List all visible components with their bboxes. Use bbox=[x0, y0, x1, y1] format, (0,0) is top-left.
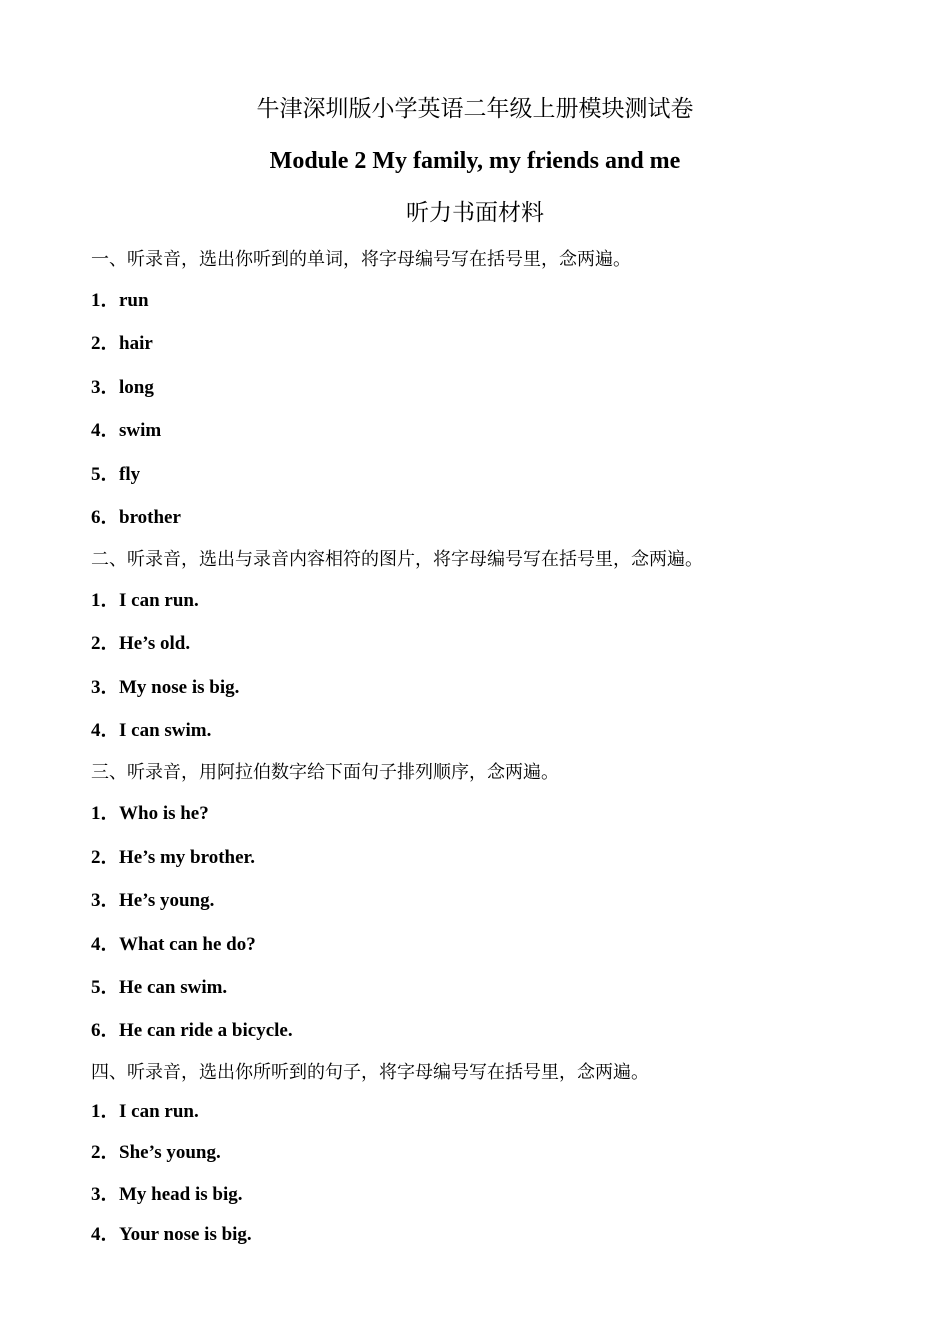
item-number: 3． bbox=[91, 1184, 120, 1205]
item-number: 5． bbox=[91, 977, 120, 998]
item-text: brother bbox=[119, 507, 181, 528]
item-text: My nose is big. bbox=[119, 677, 240, 698]
item-number: 6． bbox=[91, 507, 120, 528]
item-text: Your nose is big. bbox=[119, 1224, 252, 1245]
list-item bbox=[91, 675, 239, 701]
item-text: What can he do? bbox=[119, 934, 256, 955]
item-number: 1． bbox=[91, 1101, 120, 1122]
list-item bbox=[91, 462, 140, 488]
item-number: 3． bbox=[91, 677, 120, 698]
list-item bbox=[91, 1222, 252, 1248]
list-item bbox=[91, 975, 227, 1001]
item-text: He can swim. bbox=[119, 977, 228, 998]
item-text: long bbox=[119, 377, 154, 398]
item-number: 4． bbox=[91, 720, 120, 741]
list-item bbox=[91, 505, 181, 531]
item-text: He can ride a bicycle. bbox=[119, 1020, 293, 1041]
section-3-heading: 三、听录音，用阿拉伯数字给下面句子排列顺序，念两遍。 bbox=[91, 762, 559, 783]
module-title: Module 2 My family, my friends and me bbox=[269, 148, 681, 174]
list-item bbox=[91, 588, 199, 614]
section-2-heading: 二、听录音，选出与录音内容相符的图片，将字母编号写在括号里，念两遍。 bbox=[91, 549, 703, 570]
list-item bbox=[91, 801, 209, 827]
list-item bbox=[91, 375, 154, 401]
item-number: 3． bbox=[91, 890, 120, 911]
list-item bbox=[91, 845, 255, 871]
item-text: He’s my brother. bbox=[119, 847, 255, 868]
item-number: 1． bbox=[91, 290, 120, 311]
list-item bbox=[91, 1099, 199, 1125]
list-item bbox=[91, 1140, 221, 1166]
item-number: 1． bbox=[91, 590, 120, 611]
item-text: She’s young. bbox=[119, 1142, 221, 1163]
item-text: I can run. bbox=[119, 1101, 199, 1122]
item-number: 3． bbox=[91, 377, 120, 398]
list-item bbox=[91, 288, 149, 314]
item-number: 1． bbox=[91, 803, 120, 824]
list-item bbox=[91, 932, 256, 958]
item-number: 2． bbox=[91, 333, 120, 354]
list-item bbox=[91, 331, 153, 357]
list-item bbox=[91, 418, 161, 444]
item-text: hair bbox=[119, 333, 153, 354]
list-item bbox=[91, 1018, 293, 1044]
list-item bbox=[91, 888, 214, 914]
item-number: 5． bbox=[91, 464, 120, 485]
page-title: 牛津深圳版小学英语二年级上册模块测试卷 bbox=[256, 96, 694, 122]
item-text: swim bbox=[119, 420, 162, 441]
item-number: 4． bbox=[91, 420, 120, 441]
list-item bbox=[91, 631, 190, 657]
item-number: 2． bbox=[91, 847, 120, 868]
item-text: fly bbox=[119, 464, 141, 485]
section-1-heading: 一、听录音，选出你听到的单词，将字母编号写在括号里，念两遍。 bbox=[91, 249, 631, 270]
item-text: Who is he? bbox=[119, 803, 209, 824]
item-text: run bbox=[119, 290, 149, 311]
item-text: My head is big. bbox=[119, 1184, 243, 1205]
item-text: I can swim. bbox=[119, 720, 212, 741]
item-number: 6． bbox=[91, 1020, 120, 1041]
section-4-heading: 四、听录音，选出你所听到的句子，将字母编号写在括号里，念两遍。 bbox=[91, 1062, 649, 1083]
list-item bbox=[91, 1182, 243, 1208]
page-subtitle: 听力书面材料 bbox=[406, 200, 544, 226]
list-item bbox=[91, 718, 211, 744]
item-number: 2． bbox=[91, 633, 120, 654]
item-number: 4． bbox=[91, 1224, 120, 1245]
item-number: 4． bbox=[91, 934, 120, 955]
item-text: He’s old. bbox=[119, 633, 191, 654]
item-text: I can run. bbox=[119, 590, 199, 611]
item-text: He’s young. bbox=[119, 890, 215, 911]
item-number: 2． bbox=[91, 1142, 120, 1163]
